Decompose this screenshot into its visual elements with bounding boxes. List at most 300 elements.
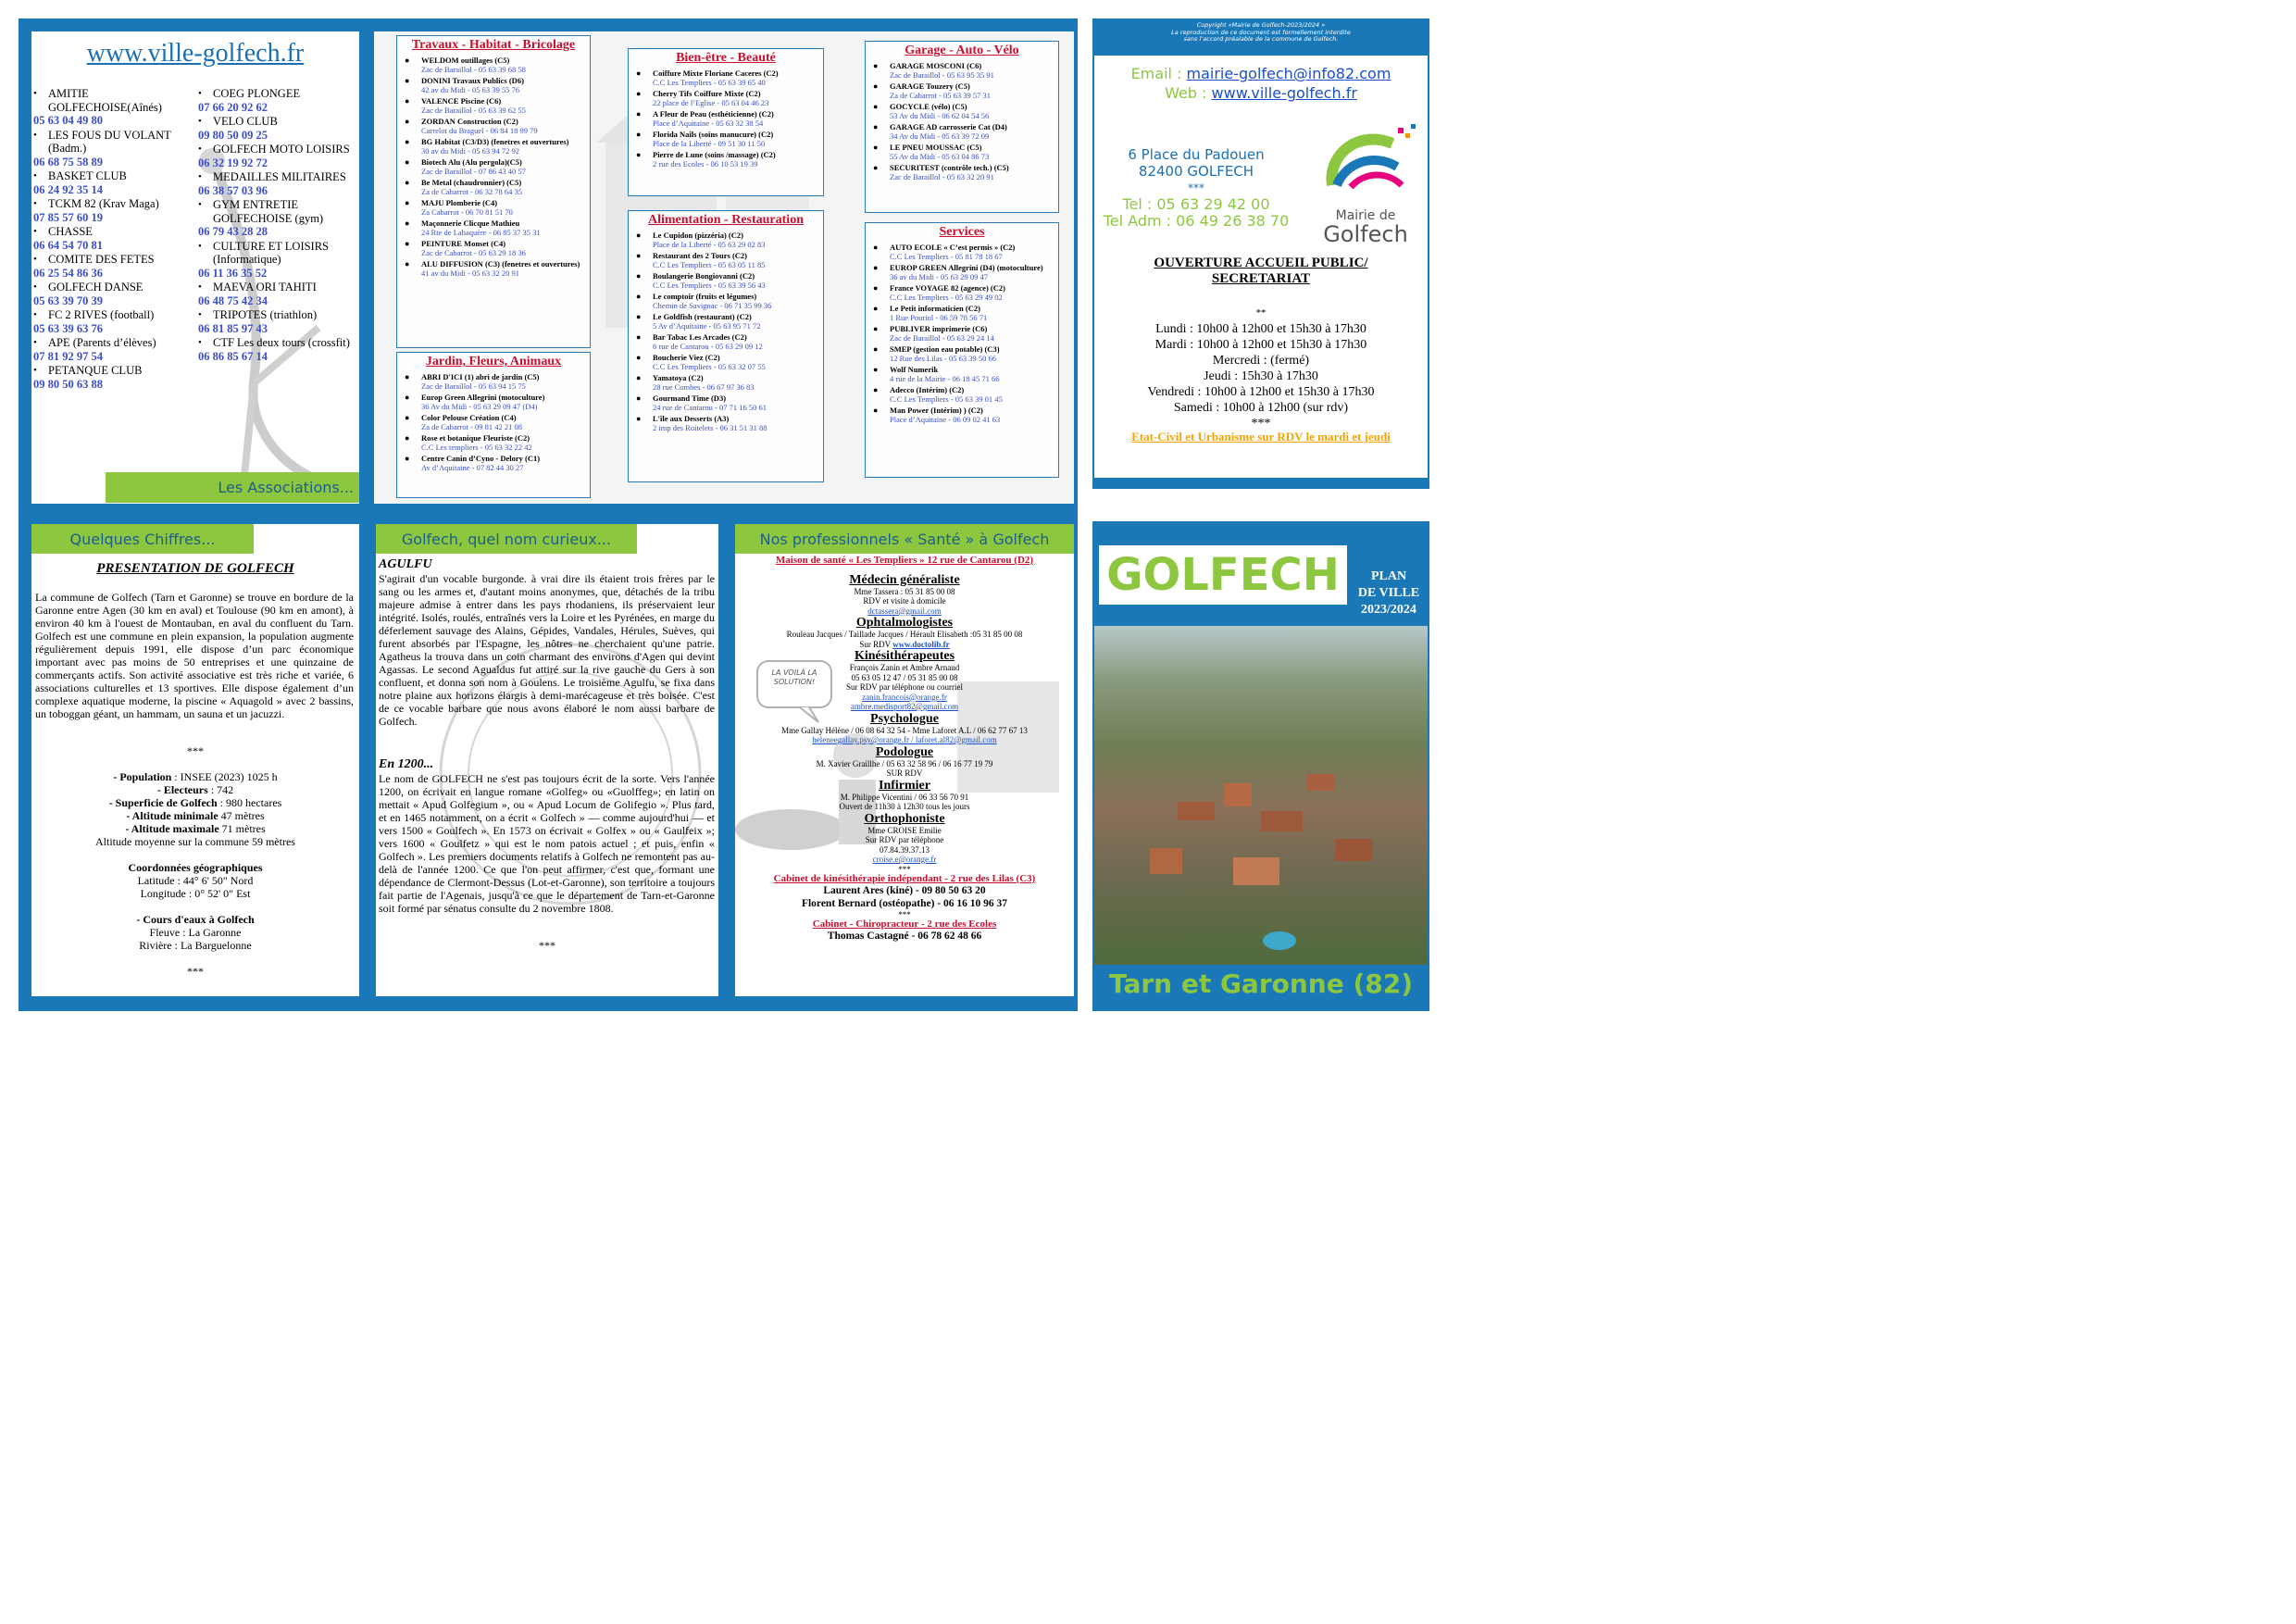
business-address: Zac de Baraillol - 05 63 95 35 91 [890,70,994,80]
business-name: EUROP GREEN Allegrini (D4) (motoculture) [890,263,1043,272]
assoc-row [198,281,359,294]
business-name: Biotech Alu (Alu pergola)(C5) [421,157,522,167]
category-garage [865,41,1059,213]
orthophoniste-title: Orthophoniste [864,811,945,826]
business-entry [632,251,819,269]
category-alimentation [628,210,824,482]
sante-stars: *** [898,864,911,874]
business-name: LE PNEU MOUSSAC (C5) [890,143,982,152]
business-address: 12 Rue des Lilas - 05 63 39 50 66 [890,354,996,363]
assoc-name: COMITE DES FETES [48,253,155,266]
assoc-row [198,240,359,267]
bullet-icon: ● [873,365,879,374]
business-info [653,130,773,148]
email-link[interactable]: mairie-golfech@info82.com [1186,65,1391,82]
business-address: 22 place de l’Eglise - 05 63 04 46 23 [653,98,769,107]
assoc-item [33,253,200,280]
assoc-item [198,336,359,363]
assoc-phone: 06 32 19 92 72 [198,156,268,169]
medecin-email[interactable]: dctassera@gmail.com [867,606,942,616]
category-travaux [396,35,591,348]
assoc-row [198,336,359,350]
business-entry [632,353,819,371]
business-info [653,271,766,290]
bullet-icon: • [198,116,202,127]
business-info [421,56,526,74]
assoc-name: MEDAILLES MILITAIRES [213,170,346,183]
assoc-item [33,281,200,307]
ophtalmo-title: Ophtalmologistes [855,616,954,630]
orthophoniste-phone: 07.84.39.37.13 [880,844,930,855]
kine-email-1[interactable]: zanin.francois@orange.fr [862,692,947,702]
bullet-icon: ● [636,271,642,281]
business-info [890,143,989,161]
business-name: SECURITEST (contrôle tech.) (C5) [890,163,1009,172]
plan-label [1352,568,1426,618]
business-info [653,231,766,249]
business-address: C.C Les Templiers - 05 63 32 07 55 [653,362,766,371]
business-info [421,393,544,411]
assoc-row [33,364,200,378]
business-entry [869,122,1054,141]
longitude: Longitude : 0° 52' 0" Est [140,887,251,900]
business-entry [869,243,1054,261]
bullet-icon: ● [405,76,410,85]
assoc-item [198,198,359,239]
business-entry [401,198,586,217]
category-jardin [396,352,591,498]
assoc-phone: 06 81 85 97 43 [198,321,268,335]
business-address: 5 Av d’Aquitaine - 05 63 95 71 72 [653,321,761,331]
cover-title: GOLFECH [1106,549,1340,601]
bullet-icon: ● [636,414,642,423]
business-name: BG Habitat (C3/D3) (fenetres et ouvertures) [421,137,569,146]
chiropracteur-line: Thomas Castagné - 06 78 62 48 66 [827,930,982,942]
business-address: C.C Les Templiers - 05 63 05 11 85 [653,260,766,269]
psychologue-emails[interactable]: heleneegallay.psy@orange.fr / laforet.al82@gmail.com [812,735,997,744]
business-name: Florida Nails (soins manucure) (C2) [653,130,774,139]
cabinet-kine-line-1: Laurent Ares (kiné) - 09 80 50 63 20 [823,884,986,896]
business-address: 1 Rue Pouriol - 06 59 78 56 71 [890,313,988,322]
site-url[interactable]: www.ville-golfech.fr [86,39,305,68]
assoc-name: VELO CLUB [213,115,278,128]
altitude-min-value: 47 mètres [218,809,265,822]
assoc-phone: 05 63 04 49 80 [33,114,103,127]
business-address: 28 rue Combes - 06 67 97 36 83 [653,382,755,392]
chiffres-panel [31,524,359,996]
business-entry [632,69,819,87]
sante-tab: Nos professionnels « Santé » à Golfech [735,524,1074,554]
business-entry [401,433,586,452]
assoc-name: GOLFECH MOTO LOISIRS [213,143,350,156]
logo-swirl-icon [1309,120,1422,204]
business-address: 24 Rte de Labaquère - 06 85 37 35 31 [421,228,541,237]
bullet-icon: ● [636,89,642,98]
business-info [890,102,989,120]
category-title: Services [939,225,985,239]
population-value: : INSEE (2023) 1025 h [171,770,278,783]
psychologue-title: Psychologue [870,711,939,726]
business-info [421,454,540,472]
assoc-item [198,308,359,335]
electeurs-label: - Electeurs [156,783,208,796]
business-address: Zac de Baraillol - 05 63 32 20 91 [890,172,994,181]
business-info [653,150,776,169]
business-info [653,394,767,412]
assoc-name: MAEVA ORI TAHITI [213,281,317,294]
business-entry [869,304,1054,322]
business-info [653,332,763,351]
business-name: DONINI Travaux Publics (D6) [421,76,524,85]
altitude-min-label: - Altitude minimale [126,809,218,822]
assoc-row [33,308,200,322]
associations-tab: Les Associations... [106,472,359,503]
altitude-min-line [31,809,359,822]
bullet-icon: • [33,309,37,320]
bullet-icon: ● [873,304,879,313]
business-info [653,312,760,331]
assoc-name: TRIPOTES (triathlon) [213,308,318,321]
business-entry [401,454,586,472]
bullet-icon: ● [405,137,410,146]
bullet-icon: ● [636,109,642,119]
assoc-item [33,197,200,224]
commerces-panel [374,31,1074,504]
business-info [421,219,541,237]
assoc-name: GOLFECH DANSE [48,281,144,294]
electeurs-line [31,783,359,796]
assoc-item [198,143,359,169]
business-name: Coiffure Mixte Floriane Caceres (C2) [653,69,779,78]
bullet-icon: ● [405,454,410,463]
en-1200-text: Le nom de GOLFECH ne s'est pas toujours écrit de la sorte. Vers l'année 1200, on écrivait en langue romane «Golfeg» ou «Guolffeg»; en latin on mettait « Apud Golfegium », ou « Apud Locum de Golifegio ». Plus tard, et en 1465 notamment, on a écrit « Golfech » — comme aujourd'hui — et vers 1500 « Goulfech ». En 1573 on écrivait « Golfex » ou « Gaulfeix »; vers 1600 « Goulfetz » qui est le nom patois actuel ; et puis, enfin « Golfech ». Les premiers documents relatifs à Golfech ne remontent pas au-delà de l'année 1200. Ce que l'on peut affirmer, c'est que, formant une dépendance de Clermont-Dessus (Lot-et-Garonne), son territoire a toujours fait partie de l'Agenais, jusqu'à ce que le département de Tarn-et-Garonne soit formé par sénatus consulte du 2 novembre 1808. [379,772,715,915]
business-info [890,324,994,343]
business-entry [632,109,819,128]
business-entry [869,81,1054,100]
nom-stars: *** [539,939,555,952]
bullet-icon: • [33,365,37,376]
kine-line-2: 05 63 05 12 47 / 05 31 85 00 08 [851,672,958,682]
business-name: GOCYCLE (vélo) (C5) [890,102,967,111]
hours-line: Mercredi : (fermé) [1212,354,1310,368]
business-address: 2 rue des Ecoles - 06 10 53 19 39 [653,159,758,169]
hours-line: Mardi : 10h00 à 12h00 et 15h30 à 17h30 [1154,338,1367,352]
business-name: Bar Tabac Les Arcades (C2) [653,332,747,342]
bullet-icon: ● [636,332,642,342]
business-address: 41 av du Midi - 05 63 32 20 91 [421,269,520,278]
plan-line-1: PLAN [1370,569,1407,583]
business-info [890,263,1043,281]
assoc-item [33,169,200,196]
business-address: Place d’Aquitaine - 06 09 02 41 63 [890,415,1001,424]
bullet-icon: ● [873,122,879,131]
business-name: PUBLIVER imprimerie (C6) [890,324,988,333]
business-info [421,239,526,257]
assoc-row [198,170,359,184]
business-address: C.C Les Templiers - 05 63 39 56 43 [653,281,766,290]
infirmier-line-2: Ouvert de 11h30 à 12h30 tous les jours [839,802,970,811]
category-title: Jardin, Fleurs, Animaux [425,355,562,369]
bullet-icon: ● [636,130,642,139]
bullet-icon: • [198,337,202,348]
business-entry [632,150,819,169]
assoc-row [33,225,200,239]
business-name: Le Petit informaticien (C2) [890,304,980,313]
bullet-icon: ● [405,259,410,269]
coordinates-title: Coordonnées géographiques [128,861,263,874]
business-address: Za de Cabarrot - 06 32 78 64 35 [421,187,523,196]
assoc-phone: 09 80 50 63 88 [33,377,103,391]
bullet-icon: ● [873,81,879,91]
business-name: PEINTURE Monset (C4) [421,239,506,248]
plan-line-3: 2023/2024 [1361,603,1416,617]
phone-admin: Tel Adm : 06 49 26 38 70 [1103,212,1290,230]
assoc-name: PETANQUE CLUB [48,364,143,377]
business-name: Man Power (Intérim) ) (C2) [890,406,983,415]
mairie-logo [1309,120,1422,250]
assoc-name: LES FOUS DU VOLANT (Badm.) [48,128,171,155]
business-info [890,385,1003,404]
bullet-icon: ● [636,373,642,382]
assoc-item [33,129,200,169]
business-address: Place de la Liberté - 09 51 30 11 50 [653,139,766,148]
assoc-item [198,281,359,307]
bullet-icon: • [198,199,202,210]
bullet-icon: ● [405,393,410,402]
business-name: MAJU Plomberie (C4) [421,198,498,207]
business-name: GARAGE Touzery (C5) [890,81,970,91]
superficie-value: : 980 hectares [217,796,282,809]
bullet-icon: ● [873,283,879,293]
podologue-line-1: M. Xavier Graillhe / 05 63 32 58 96 / 06 16 77 19 79 [816,758,993,768]
business-address: 36 Av du Midi - 05 63 29 09 47 (D4) [421,402,538,411]
assoc-phone: 06 48 75 42 34 [198,294,268,307]
assoc-phone: 06 86 85 67 14 [198,349,268,363]
bullet-icon: ● [405,433,410,443]
superficie-line [31,796,359,809]
business-name: Le Goldfish (restaurant) (C2) [653,312,752,321]
business-entry [632,312,819,331]
bullet-icon: ● [636,394,642,403]
assoc-row [33,169,200,183]
plan-line-2: DE VILLE [1357,586,1420,600]
bullet-icon: ● [636,292,642,301]
bullet-icon: • [198,171,202,182]
assoc-row [33,197,200,211]
business-name: ZORDAN Construction (C2) [421,117,518,126]
web-line [1094,84,1428,102]
assoc-row [33,253,200,267]
business-address: Zac de Baraillol - 07 86 43 40 57 [421,167,526,176]
business-entry [869,324,1054,343]
business-info [890,344,1000,363]
business-info [421,259,580,278]
business-name: Pierre de Lune (soins /massage) (C2) [653,150,776,159]
assoc-name: COEG PLONGEE [213,87,301,100]
business-name: Le comptoir (fruits et légumes) [653,292,757,301]
web-link[interactable]: www.ville-golfech.fr [1211,84,1357,102]
business-entry [869,385,1054,404]
business-entry [869,365,1054,383]
business-info [890,243,1015,261]
business-address: 55 Av du Midi - 05 63 04 86 73 [890,152,990,161]
business-address: Carrelot du Braguel - 06 84 18 99 79 [421,126,538,135]
assoc-name: BASKET CLUB [48,169,127,182]
assoc-item [198,170,359,197]
assoc-phone: 06 68 75 58 89 [33,155,103,169]
infirmier-title: Infirmier [879,778,930,793]
business-info [890,365,1000,383]
assoc-row [198,115,359,129]
business-entry [869,406,1054,424]
bullet-icon: ● [873,102,879,111]
latitude: Latitude : 44° 6' 50" Nord [137,874,254,887]
business-address: 34 Av du Midi - 05 63 39 72 09 [890,131,990,141]
bullet-icon: • [198,309,202,320]
population-line [31,770,359,783]
business-address: C.C Les Templiers - 05 63 39 01 45 [890,394,1003,404]
bullet-icon: • [198,88,202,99]
assoc-phone: 07 85 57 60 19 [33,210,103,224]
business-entry [401,239,586,257]
business-entry [401,219,586,237]
assoc-item [33,364,200,391]
mairie-panel [1094,56,1428,478]
ophtalmo-line-1: Rouleau Jacques / Taillade Jacques / Hérault Elisabeth :05 31 85 00 08 [786,630,1023,639]
hours-title: OUVERTURE ACCUEIL PUBLIC/ SECRETARIAT [1154,256,1368,286]
business-address: Zac de Cabarrot - 05 63 29 18 36 [421,248,526,257]
web-label: Web : [1165,84,1212,102]
bullet-icon: ● [873,344,879,354]
chiffres-list [31,744,359,978]
bullet-icon: ● [873,163,879,172]
bullet-icon: • [33,88,37,99]
assoc-name: CULTURE ET LOISIRS (Informatique) [213,239,330,266]
sante-bubble: LA VOILÀ LA SOLUTION! [771,668,817,686]
business-entry [632,271,819,290]
assoc-row [33,281,200,294]
logo-text-small: Mairie de [1335,208,1396,223]
fleuve: Fleuve : La Garonne [149,926,242,939]
assoc-row [198,143,359,156]
business-info [653,69,779,87]
bullet-icon: ● [873,143,879,152]
business-info [421,76,524,94]
business-name: Europ Green Allegrini (motoculture) [421,393,545,402]
orthophoniste-line-1: Mme CROISE Emilie [867,825,942,835]
business-address: Zac de Baraillol - 05 63 94 15 75 [421,381,526,391]
business-info [421,96,526,115]
medecin-line-1: Mme Tassera : 05 31 85 00 08 [854,586,955,596]
presentation-text: La commune de Golfech (Tarn et Garonne) se trouve en bordure de la Garonne entre Agen (30 km en aval) et Toulouse (90 km en amont), à environ 40 km à l'ouest de Montauban, en aval du confluent du Tarn. Golfech est une commune en plein expansion, la population augmente régulièrement depuis 1991, elle dispose d’un parc économique important avec pas moins de 50 entreprises et une quinzaine de commerçants actifs. Son activité associative est très riche et variée, 6 associations culturelles et 13 sportives. Elle dispose également d’un complexe aquatique moderne, la piscine « Aquagold » avec 2 bassins, un toboggan géant, un hammam, un sauna et un jacuzzi. [35,591,354,720]
hours-block [1094,306,1428,431]
business-name: Yamatoya (C2) [653,373,704,382]
cabinet-kine-line-2: Florent Bernard (ostéopathe) - 06 16 10 96 37 [801,897,1008,909]
assoc-list-right [198,87,359,364]
kine-line-3: Sur RDV par téléphone ou courriel [845,682,964,692]
hours-stars: ** [1255,307,1267,319]
business-info [890,283,1005,302]
bullet-icon: • [198,144,202,155]
assoc-item [33,225,200,252]
assoc-name: GYM ENTRETIE GOLFECHOISE (gym) [213,198,324,225]
orthophoniste-email[interactable]: croise.e@orange.fr [872,855,937,864]
business-name: WELDOM outillages (C5) [421,56,510,65]
bullet-icon: ● [405,372,410,381]
business-entry [401,76,586,94]
sante-stars-2: *** [898,909,911,919]
bullet-icon: ● [636,231,642,240]
business-name: SMEP (gestion eau potable) (C3) [890,344,1000,354]
bullet-icon: • [33,170,37,181]
business-entry [632,130,819,148]
doctolib-link[interactable]: www.doctolib.fr [892,639,950,649]
assoc-row [198,308,359,322]
sante-content [735,556,1074,943]
business-name: Color Pelouse Création (C4) [421,413,517,422]
copyright-line: sans l’accord préalable de la commune de Golfech. [1183,35,1339,43]
category-title: Travaux - Habitat - Bricolage [411,38,576,52]
orthophoniste-line-2: Sur RDV par téléphone [865,835,944,844]
business-address: Av d’Aquitaine - 07 82 44 30 27 [421,463,524,472]
bullet-icon: • [33,337,37,348]
business-info [890,163,1009,181]
agulfu-heading: AGULFU [379,557,432,571]
kine-email-2[interactable]: ambre.medisport82@gmail.com [850,702,959,711]
nom-tab: Golfech, quel nom curieux... [376,524,637,554]
business-name: ALU DIFFUSION (C3) (fenetres et ouvertures) [421,259,580,269]
business-entry [401,178,586,196]
bullet-icon: • [198,240,202,252]
assoc-phone: 07 66 20 92 62 [198,100,268,114]
business-name: Maçonnerie Clicque Mathieu [421,219,520,228]
business-address: Zac de Baraillol - 05 63 29 24 14 [890,333,994,343]
business-name: GARAGE AD carrosserie Cat (D4) [890,122,1007,131]
altitude-max-line [31,822,359,835]
assoc-phone: 05 63 39 63 76 [33,321,103,335]
business-entry [869,102,1054,120]
sante-panel [735,524,1074,996]
business-entry [869,263,1054,281]
riviere: Rivière : La Barguelonne [139,939,252,952]
business-info [890,304,987,322]
copyright-line: Copyright «Mairie de Golfech-2023/2024 » [1196,21,1326,29]
business-address: 42 av du Midi - 05 63 39 55 76 [421,85,520,94]
podologue-title: Podologue [875,744,934,759]
business-entry [401,413,586,431]
village-rooftops-image [1094,626,1428,965]
business-address: C.C Les templiers - 05 63 32 22 42 [421,443,532,452]
business-entry [632,89,819,107]
business-name: L'île aux Desserts (A3) [653,414,730,423]
assoc-name: APE (Parents d’élèves) [48,336,156,349]
bullet-icon: ● [405,219,410,228]
en-1200-heading: En 1200... [379,757,434,771]
assoc-row [198,198,359,225]
copyright-note [1094,22,1428,44]
business-info [653,292,771,310]
altitude-max-value: 71 mètres [218,822,266,835]
business-address: C.C Les Templiers - 05 63 29 49 02 [890,293,1003,302]
associations-panel [31,31,359,504]
business-address: Zac de Baraillol - 05 63 39 62 55 [421,106,526,115]
business-address: 36 av du Midi - 05 63 29 09 47 [890,272,989,281]
assoc-row [198,87,359,101]
address-line-1: 6 Place du Padouen [1128,146,1265,163]
bullet-icon: ● [636,251,642,260]
assoc-phone: 06 79 43 28 28 [198,225,268,238]
bullet-icon: ● [405,198,410,207]
